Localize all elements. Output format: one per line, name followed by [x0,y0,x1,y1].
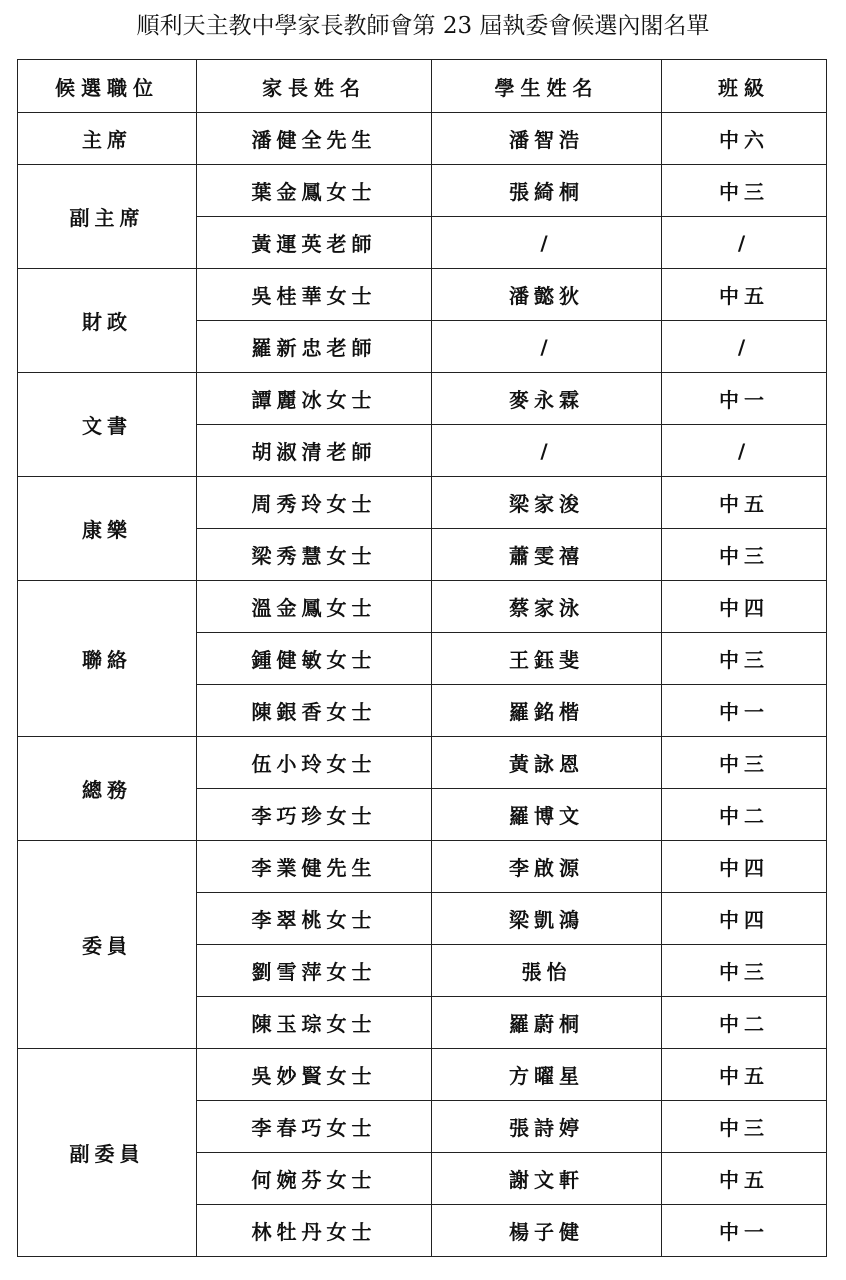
student-name-cell: 張詩婷 [432,1101,662,1153]
class-cell: 中三 [662,633,827,685]
class-cell: / [662,425,827,477]
class-cell: 中三 [662,165,827,217]
class-cell: 中五 [662,1153,827,1205]
parent-name-cell: 葉金鳳女士 [197,165,432,217]
class-cell: 中五 [662,269,827,321]
page-title: 順利天主教中學家長教師會第 23 屆執委會候選內閣名單 [136,13,710,39]
student-name-cell: 蔡家泳 [432,581,662,633]
position-cell: 委員 [18,841,197,1049]
table-row [18,373,827,425]
class-cell: 中五 [662,1049,827,1101]
class-cell: 中三 [662,945,827,997]
header-class: 班級 [662,60,827,113]
parent-name-cell: 陳玉琮女士 [197,997,432,1049]
class-cell: 中六 [662,113,827,165]
student-name-cell: 蕭雯禧 [432,529,662,581]
student-name-cell: 王鈺斐 [432,633,662,685]
candidate-table [17,59,827,1257]
parent-name-cell: 劉雪萍女士 [197,945,432,997]
table-row [18,269,827,321]
class-cell: 中一 [662,685,827,737]
class-cell: 中三 [662,1101,827,1153]
parent-name-cell: 梁秀慧女士 [197,529,432,581]
position-cell: 副委員 [18,1049,197,1257]
position-cell: 聯絡 [18,581,197,737]
class-cell: / [662,217,827,269]
class-cell: 中四 [662,893,827,945]
class-cell: 中四 [662,841,827,893]
table-row [18,841,827,893]
parent-name-cell: 李巧珍女士 [197,789,432,841]
table-row [18,1049,827,1101]
parent-name-cell: 胡淑清老師 [197,425,432,477]
class-cell: 中二 [662,997,827,1049]
parent-name-cell: 伍小玲女士 [197,737,432,789]
student-name-cell: 張怡 [432,945,662,997]
position-cell: 副主席 [18,165,197,269]
parent-name-cell: 陳銀香女士 [197,685,432,737]
student-name-cell: 楊子健 [432,1205,662,1257]
parent-name-cell: 吳桂華女士 [197,269,432,321]
parent-name-cell: 林牡丹女士 [197,1205,432,1257]
class-cell: 中三 [662,529,827,581]
parent-name-cell: 李翠桃女士 [197,893,432,945]
parent-name-cell: 鍾健敏女士 [197,633,432,685]
position-cell: 主席 [18,113,197,165]
class-cell: 中三 [662,737,827,789]
table-row [18,477,827,529]
class-cell: 中二 [662,789,827,841]
parent-name-cell: 黃運英老師 [197,217,432,269]
parent-name-cell: 何婉芬女士 [197,1153,432,1205]
student-name-cell: 羅博文 [432,789,662,841]
position-cell: 文書 [18,373,197,477]
student-name-cell: 梁家浚 [432,477,662,529]
student-name-cell: 黃詠恩 [432,737,662,789]
student-name-cell: 羅蔚桐 [432,997,662,1049]
table-header-row [18,60,827,113]
student-name-cell: 梁凱鴻 [432,893,662,945]
class-cell: 中一 [662,373,827,425]
class-cell: 中四 [662,581,827,633]
class-cell: 中一 [662,1205,827,1257]
position-cell: 財政 [18,269,197,373]
position-cell: 總務 [18,737,197,841]
class-cell: 中五 [662,477,827,529]
header-student-name: 學生姓名 [432,60,662,113]
parent-name-cell: 潘健全先生 [197,113,432,165]
student-name-cell: 李啟源 [432,841,662,893]
student-name-cell: 張綺桐 [432,165,662,217]
table-row [18,737,827,789]
parent-name-cell: 溫金鳳女士 [197,581,432,633]
student-name-cell: 潘懿狄 [432,269,662,321]
table-row [18,113,827,165]
student-name-cell: / [432,321,662,373]
class-cell: / [662,321,827,373]
student-name-cell: 謝文軒 [432,1153,662,1205]
header-parent-name: 家長姓名 [197,60,432,113]
parent-name-cell: 羅新忠老師 [197,321,432,373]
student-name-cell: / [432,217,662,269]
parent-name-cell: 李業健先生 [197,841,432,893]
table-row [18,581,827,633]
parent-name-cell: 李春巧女士 [197,1101,432,1153]
parent-name-cell: 周秀玲女士 [197,477,432,529]
parent-name-cell: 吳妙賢女士 [197,1049,432,1101]
position-cell: 康樂 [18,477,197,581]
student-name-cell: 羅銘楷 [432,685,662,737]
student-name-cell: 方曜星 [432,1049,662,1101]
student-name-cell: / [432,425,662,477]
student-name-cell: 潘智浩 [432,113,662,165]
student-name-cell: 麥永霖 [432,373,662,425]
table-row [18,165,827,217]
parent-name-cell: 譚麗冰女士 [197,373,432,425]
header-position: 候選職位 [18,60,197,113]
